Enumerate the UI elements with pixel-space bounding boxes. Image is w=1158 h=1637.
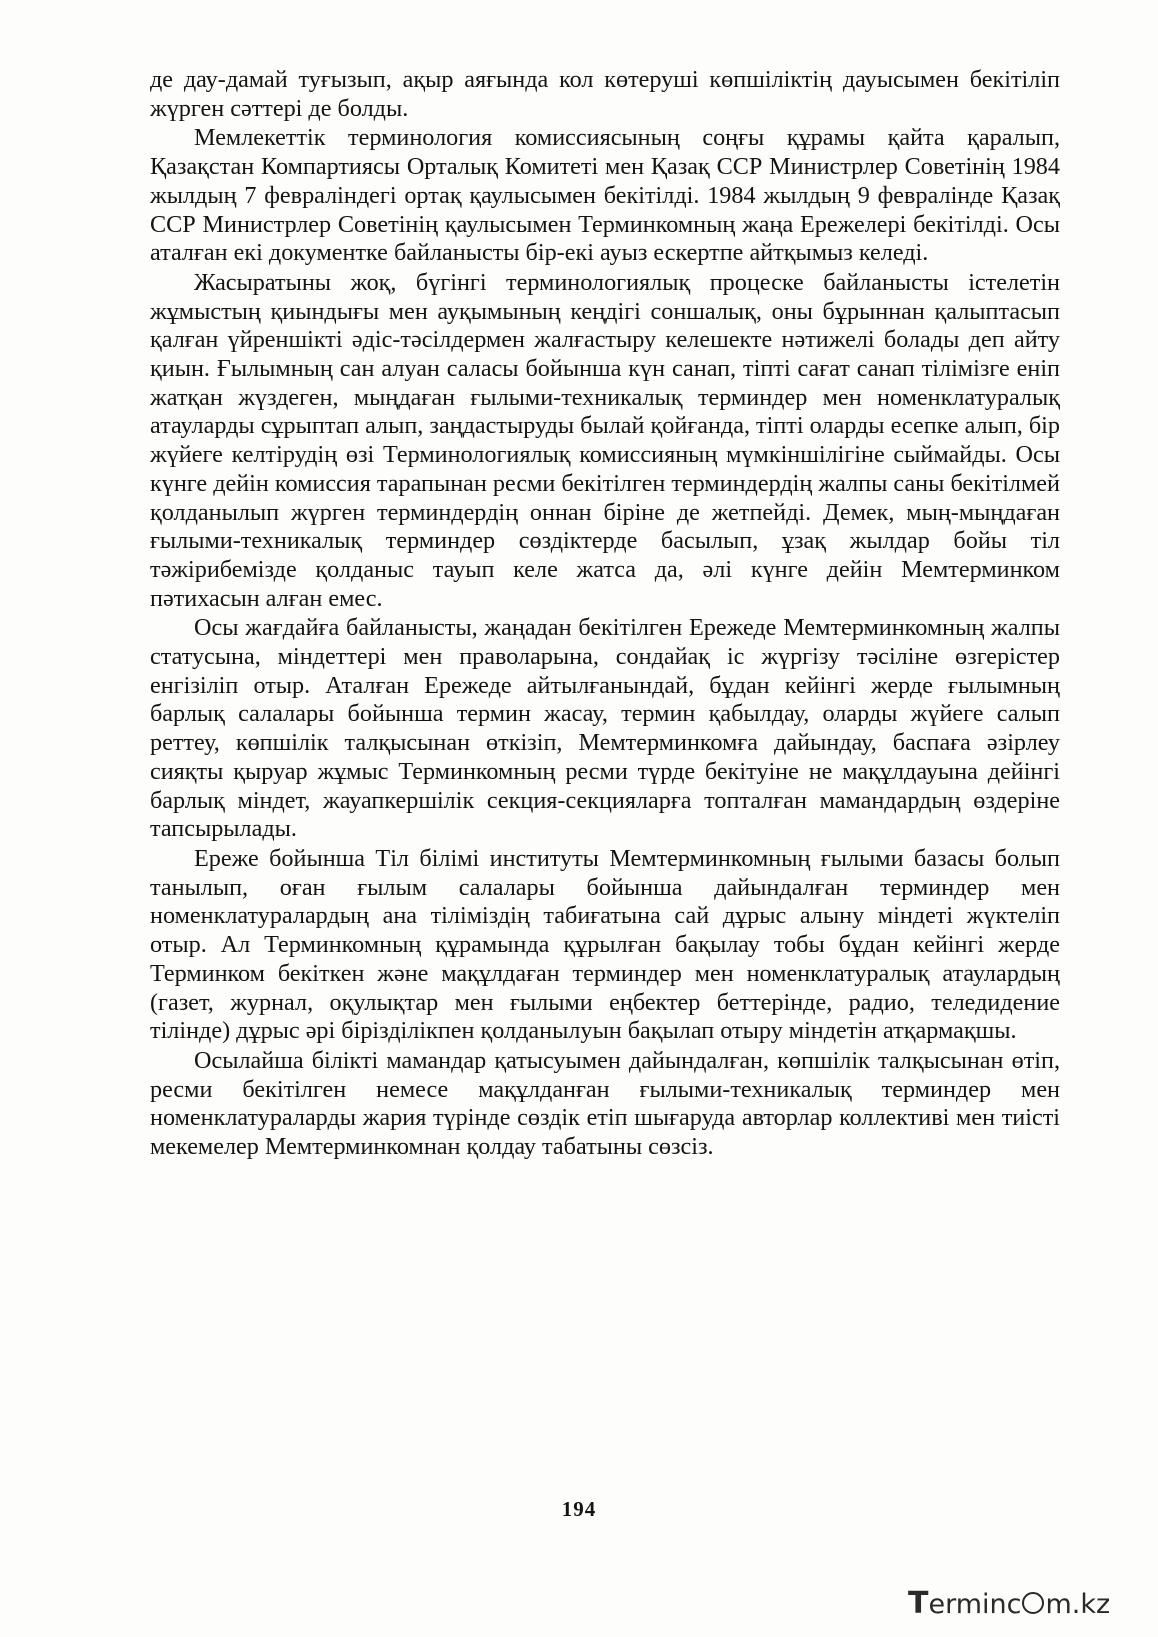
paragraph-4: Осы жағдайға байланысты, жаңадан бекітілген Ережеде Мемтерминкомның жалпы статусына, міндеттері мен праволарына, сондайақ іс жүргізу тәсіліне өзгерістер енгізіліп отыр. Аталған Ережеде айтылғанындай, бұдан кейінгі жерде ғылымның барлық салалары бойынша термин жасау, термин қабылдау, оларды жүйеге салып реттеу, көпшілік талқысынан өткізіп, Мемтерминкомға дайындау, баспаға әзірлеу сияқты қыруар жұмыс Терминкомның ресми түрде бекітуіне не мақұлдауына дейінгі барлық міндет, жауапкершілік секция-секцияларға топталған мамандардың өздеріне тапсырылады. (150, 614, 1060, 843)
watermark-circle-icon (1022, 1592, 1044, 1614)
watermark-logo (908, 1586, 1111, 1626)
page-number: 194 (561, 1497, 597, 1521)
watermark-text-part2: m.kz (1045, 1589, 1111, 1620)
body-text (150, 66, 1060, 1162)
watermark-initial: T (908, 1586, 929, 1621)
paragraph-3: Жасыратыны жоқ, бүгінгі терминологиялық процеске байланысты істелетін жұмыстың қиындығы мен ауқымының кеңдігі соншалық, оны бұрыннан қалыптасып қалған үйреншікті әдіс-тәсілдермен жалғастыру келешекте нәтижелі болады деп айту қиын. Ғылымның сан алуан саласы бойынша күн санап, тіпті сағат санап тілімізге еніп жатқан жүздеген, мыңдаған ғылыми-техникалық терминдер мен номенклатуралық атауларды сұрыптап алып, заңдастыруды былай қойғанда, тіпті оларды есепке алып, бір жүйеге келтірудің өзі Терминологиялық комиссияның мүмкіншілігіне сыймайды. Осы күнге дейін комиссия тарапынан ресми бекітілген терминдердің жалпы саны бекітілмей қолданылып жүрген терминдердің оннан біріне де жетпейді. Демек, мың-мыңдаған ғылыми-техникалық терминдер сөздіктерде басылып, ұзақ жылдар бойы тіл тәжірибемізде қолданыс тауып келе жатса да, әлі күнге дейін Мемтерминком пәтихасын алған емес. (150, 268, 1060, 612)
watermark-text-part1: erminc (928, 1589, 1022, 1620)
paragraph-2: Мемлекеттік терминология комиссиясының соңғы құрамы қайта қаралып, Қазақстан Компартиясы Орталық Комитеті мен Қазақ ССР Министрлер Советінің 1984 жылдың 7 февраліндегі ортақ қаулысымен бекітілді. 1984 жылдың 9 февралінде Қазақ ССР Министрлер Советінің қаулысымен Терминкомның жаңа Ережелері бекітілді. Осы аталған екі документке байланысты бір-екі ауыз ескертпе айтқымыз келеді. (150, 124, 1060, 267)
paragraph-1: де дау-дамай туғызып, ақыр аяғында кол көтеруші көпшіліктің дауысымен бекітіліп жүрген сәттері де болды. (150, 66, 1060, 122)
paragraph-6: Осылайша білікті мамандар қатысуымен дайындалған, көпшілік талқысынан өтіп, ресми бекітілген немесе мақұлданған ғылыми-техникалық терминдер мен номенклатураларды жария түрінде сөздік етіп шығаруда авторлар коллективі мен тиісті мекемелер Мемтерминкомнан қолдау табатыны сөзсіз. (150, 1046, 1060, 1161)
paragraph-5: Ереже бойынша Тіл білімі институты Мемтерминкомның ғылыми базасы болып танылып, оған ғылым салалары бойынша дайындалған терминдер мен номенклатуралардың ана тіліміздің табиғатына сай дұрыс алыну міндеті жүктеліп отыр. Ал Терминкомның құрамында құрылған бақылау тобы бұдан кейінгі жерде Терминком бекіткен және мақұлдаған терминдер мен номенклатуралық атаулардың (газет, журнал, оқулықтар мен ғылыми еңбектер беттерінде, радио, теледидение тілінде) дұрыс әрі бірізділікпен қолданылуын бақылап отыру міндетін атқармақшы. (150, 844, 1060, 1045)
